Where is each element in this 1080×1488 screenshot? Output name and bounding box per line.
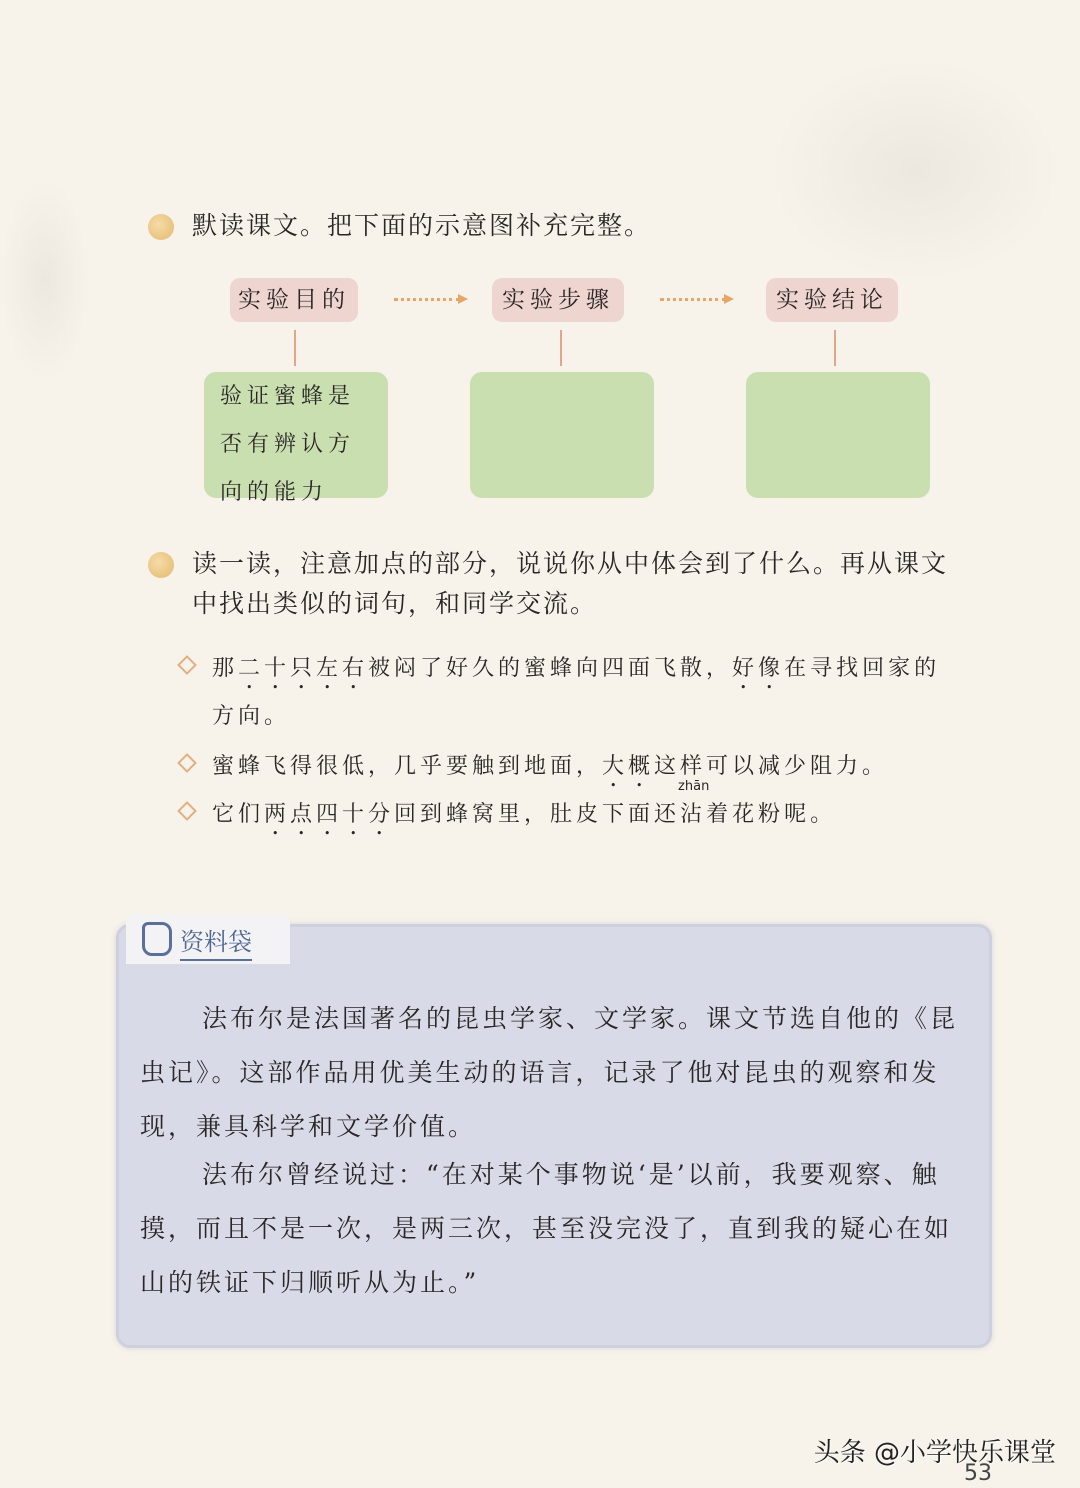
diamond-bullet-icon: [177, 753, 197, 773]
question-1: [148, 206, 651, 246]
sentence-text: 回到蜂窝里，肚皮下面还: [394, 802, 681, 827]
purpose-line: 否有辨认方: [220, 432, 356, 457]
sentence-text: 蜜蜂飞得很低，几乎要触到地面，: [212, 754, 603, 779]
connector-line: [560, 330, 562, 366]
diagram-header-conclusion: 实验结论: [766, 278, 898, 322]
diagram-header-purpose: 实验目的: [230, 278, 358, 322]
sentence-text: 这样可以减少阻力。: [654, 754, 889, 779]
sentence-text: zhān 沾: [678, 779, 710, 827]
watermark: 头条 @小学快乐课堂: [813, 1438, 1056, 1468]
purpose-line: 向的能力: [220, 480, 329, 505]
background-decoration: [0, 180, 90, 380]
example-sentence: [180, 779, 960, 840]
example-sentence: [180, 646, 960, 740]
purpose-line: 验证蜜蜂是: [220, 384, 356, 409]
question-2-text: 读一读，注意加点的部分，说说你从中体会到了什么。再从课文中找出类似的词句，和同学交流。: [192, 549, 949, 618]
question-bullet-icon: [148, 214, 174, 240]
diamond-bullet-icon: [177, 801, 197, 821]
connector-line: [834, 330, 836, 366]
emphasized-text: 两点四十分: [264, 802, 395, 827]
info-paragraph: 法布尔是法国著名的昆虫学家、文学家。课文节选自他的《昆虫记》。这部作品用优美生动的语言，记录了他对昆虫的观察和发现，兼具科学和文学价值。: [140, 1004, 959, 1141]
purpose-box: [204, 372, 388, 505]
connector-line: [294, 330, 296, 366]
diamond-bullet-icon: [177, 655, 197, 675]
emphasized-text: 大概: [602, 754, 655, 779]
sentence-text: 那: [212, 656, 239, 681]
emphasized-text: 好像: [732, 656, 785, 681]
background-decoration: [770, 60, 1060, 280]
example-sentence: [180, 744, 960, 792]
arrow-icon: [394, 298, 460, 301]
diagram-header-steps: 实验步骤: [492, 278, 624, 322]
question-2: [148, 544, 948, 624]
info-paragraph: 法布尔曾经说过：“在对某个事物说‘是’以前，我要观察、触摸，而且不是一次，是两三次，甚至没完没了，直到我的疑心在如山的铁证下归顺听从为止。”: [140, 1160, 953, 1297]
sentence-text: 它们: [212, 802, 265, 827]
arrow-icon: [660, 298, 726, 301]
sentence-text: 在寻找回家的方向。: [212, 656, 941, 729]
pinyin-annotation: zhān: [678, 779, 710, 794]
folder-icon: [142, 922, 172, 956]
info-box-title: 资料袋: [180, 922, 252, 961]
question-bullet-icon: [148, 552, 174, 578]
page-number: 53: [964, 1461, 992, 1486]
emphasized-text: 二十只左右: [238, 656, 369, 681]
steps-box-blank[interactable]: [470, 372, 654, 498]
sentence-text: 被闷了好久的蜜蜂向四面飞散，: [368, 656, 733, 681]
info-box-tab: [126, 914, 290, 964]
sentence-text: 着花粉呢。: [706, 802, 837, 827]
question-1-text: 默读课文。把下面的示意图补充完整。: [192, 211, 652, 240]
conclusion-box-blank[interactable]: [746, 372, 930, 498]
